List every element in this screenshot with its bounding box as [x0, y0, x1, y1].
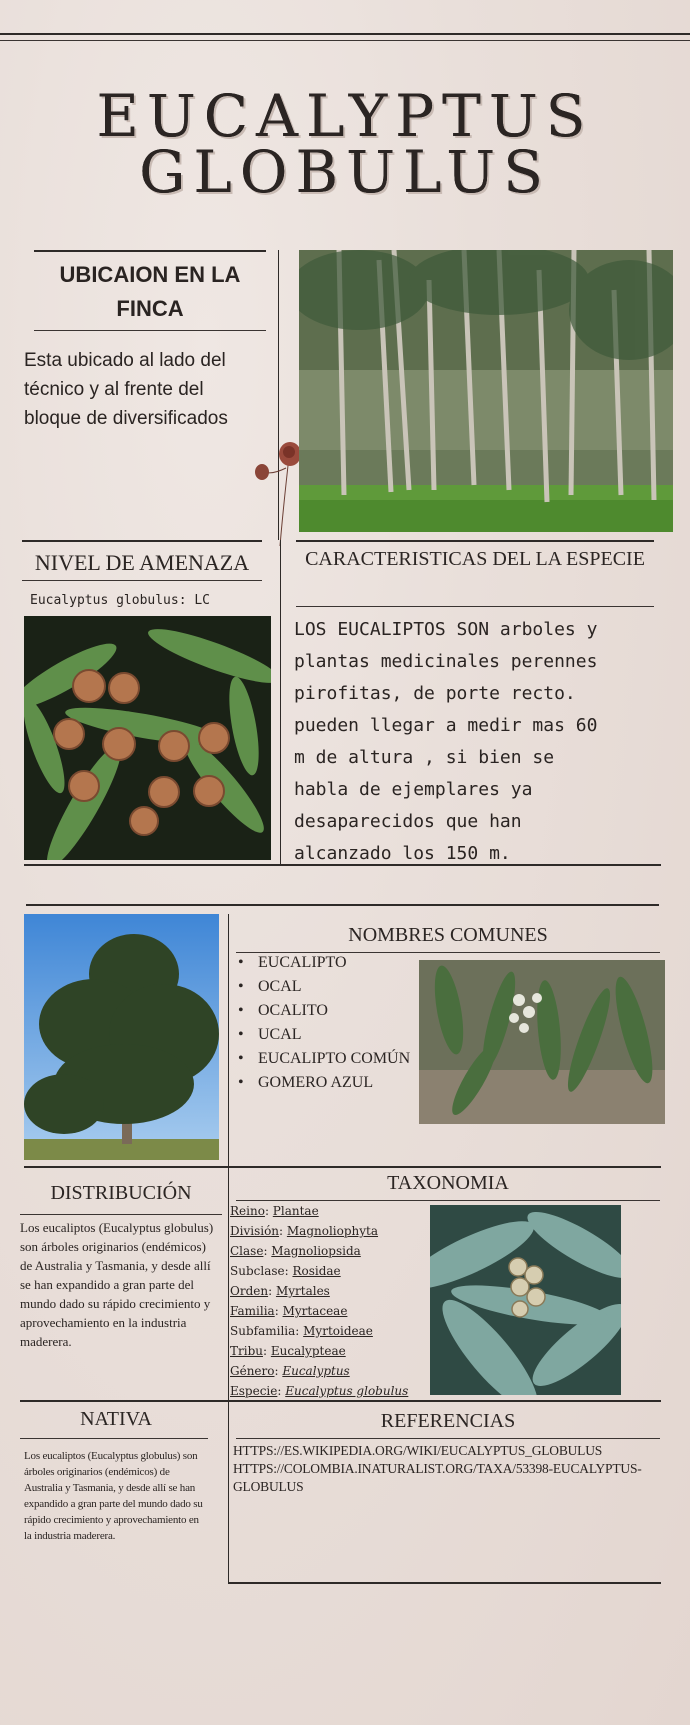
reference-link[interactable]: HTTPS://COLOMBIA.INATURALIST.ORG/TAXA/53398-EUCALYPTUS-GLOBULUS [233, 1461, 642, 1494]
section5-bottom-rule [228, 1582, 661, 1584]
referencias-heading: REFERENCIAS [380, 1410, 516, 1432]
taxonomy-rank-label: Género [230, 1364, 275, 1378]
nombres-heading: NOMBRES COMUNES [348, 924, 548, 946]
taxonomy-value-link[interactable]: Eucalyptus globulus [285, 1384, 409, 1398]
ubicacion-top-rule [34, 250, 266, 252]
amenaza-top-rule [22, 540, 262, 542]
referencias-list [233, 1442, 665, 1496]
taxonomia-heading: TAXONOMIA [387, 1172, 509, 1194]
reference-link[interactable]: HTTPS://ES.WIKIPEDIA.ORG/WIKI/EUCALYPTUS_GLOBULUS [233, 1443, 603, 1458]
taxonomy-row: Orden: Myrtales [230, 1284, 330, 1298]
taxonomy-value-link[interactable]: Plantae [272, 1204, 319, 1218]
caracteristicas-top-rule [296, 540, 654, 542]
distribucion-text: Los eucaliptos (Eucalyptus globulus) son árboles originarios (endémicos) de Australia y Tasmania, y desde allí se han expandido a gran parte del mundo dado su rápido crecimiento y aprovechamiento en la industria maderera. [20, 1220, 214, 1349]
taxonomia-list [230, 1201, 420, 1401]
taxonomy-value-link[interactable]: Magnoliophyta [286, 1224, 379, 1238]
taxonomy-rank-label: Especie [230, 1384, 278, 1398]
nativa-text: Los eucaliptos (Eucalyptus globulus) son árboles originarios (endémicos) de Australia y Tasmania, y desde allí se han expandido a gran parte del mundo dado su rápido crecimiento y aprovechamiento en la industria maderera. [24, 1450, 203, 1542]
taxonomy-rank-label: Subfamilia [230, 1324, 296, 1338]
forest-photo [299, 250, 673, 532]
list-item: • UCAL [236, 1023, 426, 1047]
nativa-rule [20, 1438, 208, 1439]
seed-pods-photo [24, 616, 271, 860]
distribucion-heading: DISTRIBUCIÓN [50, 1182, 192, 1204]
page-title-line1: EUCALYPTUS [96, 82, 594, 150]
caracteristicas-heading: CARACTERISTICAS DEL LA ESPECIE [305, 548, 645, 570]
taxonomy-rank-label: Clase [230, 1244, 264, 1258]
taxonomy-rank-label: Tribu [230, 1344, 263, 1358]
top-rule-thin [0, 40, 690, 41]
taxonomy-row: Subfamilia: Myrtoideae [230, 1324, 373, 1338]
amenaza-heading: NIVEL DE AMENAZA [34, 550, 250, 575]
taxonomy-row: Familia: Myrtaceae [230, 1304, 348, 1318]
section2-divider [280, 540, 281, 865]
leaves-flowers-photo [419, 960, 665, 1124]
taxonomy-row: Especie: Eucalyptus globulus [230, 1384, 409, 1398]
taxonomy-value-link[interactable]: Magnoliopsida [271, 1244, 361, 1258]
taxonomy-value-link[interactable]: Eucalyptus [282, 1364, 350, 1378]
list-item: • GOMERO AZUL [236, 1071, 426, 1095]
taxonomy-rank-label: Reino [230, 1204, 265, 1218]
taxonomy-row: Reino: Plantae [230, 1204, 319, 1218]
caracteristicas-text: LOS EUCALIPTOS SON arboles y plantas medicinales perennes pirofitas, de porte recto. pueden llegar a medir mas 60 m de altura , si bien se habla de ejemplares ya desaparecidos que han alcanzado los 150 m. [294, 619, 598, 864]
distribucion-rule [20, 1214, 222, 1215]
section2-bottom-rule [24, 864, 661, 866]
tree-photo [24, 914, 219, 1160]
caracteristicas-rule [296, 606, 654, 607]
taxonomy-row: Tribu: Eucalypteae [230, 1344, 346, 1358]
taxonomy-value-link[interactable]: Myrtoideae [303, 1324, 373, 1338]
section3-top-rule [26, 904, 659, 906]
list-item: • OCAL [236, 975, 426, 999]
capsules-photo [430, 1205, 621, 1395]
taxonomy-rank-label: Orden [230, 1284, 269, 1298]
taxonomy-row: Género: Eucalyptus [230, 1364, 350, 1378]
list-item: • EUCALIPTO [236, 951, 426, 975]
taxonomy-value-link[interactable]: Myrtales [275, 1284, 330, 1298]
taxonomy-row: División: Magnoliophyta [230, 1224, 379, 1238]
taxonomy-rank-label: División [230, 1224, 280, 1238]
page-title-line2: GLOBULUS [139, 138, 551, 206]
taxonomy-rank-label: Familia [230, 1304, 275, 1318]
taxonomy-value-link[interactable]: Eucalypteae [270, 1344, 346, 1358]
nombres-list [236, 951, 426, 1095]
section3-divider [228, 914, 229, 1584]
top-rule [0, 33, 690, 35]
amenaza-text: Eucalyptus globulus: LC [30, 593, 211, 608]
taxonomy-row: Clase: Magnoliopsida [230, 1244, 361, 1258]
list-item: • EUCALIPTO COMÚN [236, 1047, 426, 1071]
section4-bottom-rule [20, 1400, 661, 1402]
nativa-heading: NATIVA [80, 1408, 152, 1430]
ubicacion-text: Esta ubicado al lado del técnico y al frente del bloque de diversificados [24, 350, 228, 429]
ubicacion-heading: UBICAION EN LA FINCA [59, 262, 241, 321]
taxonomy-row: Subclase: Rosidae [230, 1264, 341, 1278]
ubicacion-rule [34, 330, 266, 331]
amenaza-rule [22, 580, 262, 581]
taxonomy-value-link[interactable]: Rosidae [292, 1264, 341, 1278]
taxonomy-value-link[interactable]: Myrtaceae [282, 1304, 348, 1318]
taxonomy-rank-label: Subclase [230, 1264, 285, 1278]
list-item: • OCALITO [236, 999, 426, 1023]
referencias-rule [236, 1438, 660, 1439]
